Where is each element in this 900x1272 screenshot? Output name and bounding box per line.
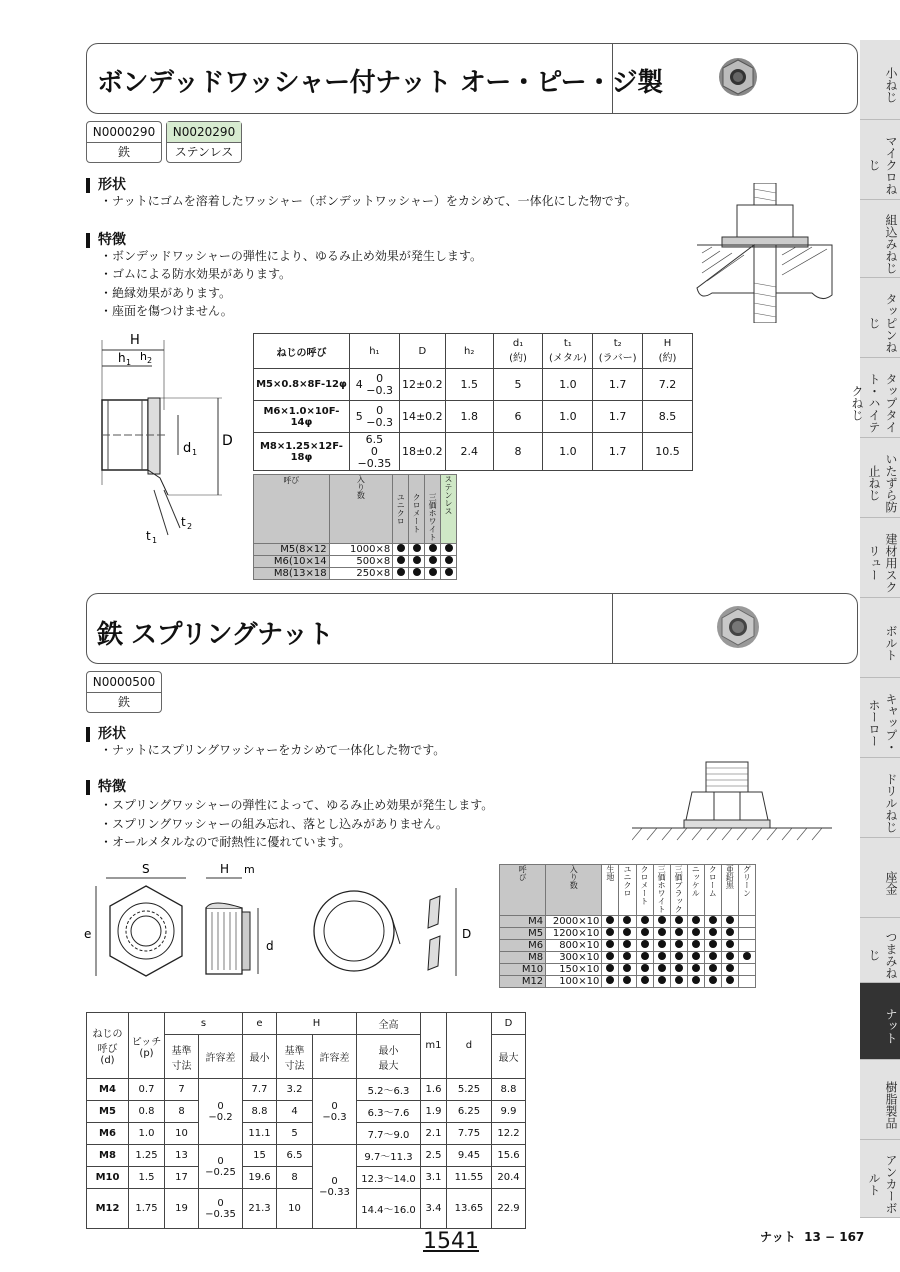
spring-nut-dimension-drawing bbox=[82, 858, 490, 1004]
col-header: クロメート bbox=[409, 475, 425, 544]
col-header: t₁ (メタル) bbox=[543, 334, 593, 369]
stock-dot bbox=[675, 976, 683, 984]
spring-nut-stock-table bbox=[499, 864, 756, 988]
side-tab[interactable]: キャップ・ホーロー bbox=[860, 678, 900, 758]
table-row bbox=[254, 544, 457, 556]
stock-dot bbox=[397, 556, 405, 564]
e-cell: 11.1 bbox=[243, 1123, 277, 1145]
H-cell: 4 bbox=[277, 1101, 313, 1123]
total-height-cell: 12.3〜14.0 bbox=[357, 1167, 421, 1189]
stock-dot bbox=[606, 928, 614, 936]
material-label: ステンレス bbox=[174, 145, 234, 159]
stock-dot bbox=[445, 544, 453, 552]
table-row bbox=[254, 568, 457, 580]
table-row bbox=[87, 1145, 526, 1167]
side-tab[interactable]: ドリルねじ bbox=[860, 758, 900, 838]
feature-item: ・ボンデッドワッシャーの弾性により、ゆるみ止め効果が発生します。 bbox=[100, 249, 482, 263]
feature-item: ・ゴムによる防水効果があります。 bbox=[100, 267, 292, 281]
H-cell: 6.5 bbox=[277, 1145, 313, 1167]
stock-qty: 100×10 bbox=[546, 976, 602, 988]
thread-name: M4 bbox=[87, 1079, 129, 1101]
stock-dot bbox=[641, 916, 649, 924]
stock-dot bbox=[641, 976, 649, 984]
col-header: 三価ホワイト bbox=[653, 865, 670, 916]
col-header: 亜鉛黒 bbox=[721, 865, 738, 916]
side-tab[interactable]: つまみねじ bbox=[860, 918, 900, 983]
m1-cell: 2.5 bbox=[421, 1145, 447, 1167]
stock-dot bbox=[641, 940, 649, 948]
col-header: d bbox=[446, 1013, 491, 1079]
stock-dot bbox=[606, 940, 614, 948]
svg-text:1: 1 bbox=[126, 358, 132, 367]
col-header: 呼び bbox=[500, 865, 546, 916]
pitch-cell: 1.75 bbox=[129, 1189, 165, 1229]
stock-qty: 150×10 bbox=[546, 964, 602, 976]
h2-cell: 1.8 bbox=[445, 401, 493, 433]
thread-name: M5 bbox=[87, 1101, 129, 1123]
stock-name: M4 bbox=[500, 916, 546, 928]
D-cell: 14±0.2 bbox=[399, 401, 445, 433]
t2-cell: 1.7 bbox=[593, 401, 643, 433]
stock-dot bbox=[641, 928, 649, 936]
table-row bbox=[87, 1167, 526, 1189]
side-tab[interactable]: アンカーボルト bbox=[860, 1140, 900, 1218]
col-header: d₁ (約) bbox=[493, 334, 543, 369]
H-cell: 10 bbox=[277, 1189, 313, 1229]
bonded-nut-stock-table bbox=[253, 474, 457, 580]
stock-dot bbox=[658, 928, 666, 936]
col-header: クローム bbox=[704, 865, 721, 916]
table-row bbox=[254, 401, 693, 433]
stock-dot bbox=[675, 916, 683, 924]
svg-text:2: 2 bbox=[187, 522, 193, 531]
dim-H: H bbox=[220, 862, 230, 876]
stock-dot bbox=[429, 544, 437, 552]
t2-cell: 1.7 bbox=[593, 369, 643, 401]
stock-dot bbox=[445, 568, 453, 576]
stock-dot bbox=[606, 952, 614, 960]
stock-dot bbox=[623, 952, 631, 960]
thread-name: M5×0.8×8F-12φ bbox=[254, 369, 350, 401]
stock-dot bbox=[675, 964, 683, 972]
stock-dot bbox=[429, 556, 437, 564]
h2-cell: 2.4 bbox=[445, 433, 493, 471]
e-cell: 8.8 bbox=[243, 1101, 277, 1123]
stock-name: M5 bbox=[500, 928, 546, 940]
D-cell: 20.4 bbox=[492, 1167, 526, 1189]
col-header: m1 bbox=[421, 1013, 447, 1079]
stock-dot bbox=[641, 952, 649, 960]
col-header: 最大 bbox=[492, 1035, 526, 1079]
s-cell: 8 bbox=[165, 1101, 199, 1123]
stock-name: M10 bbox=[500, 964, 546, 976]
e-cell: 21.3 bbox=[243, 1189, 277, 1229]
stock-dot bbox=[623, 928, 631, 936]
thread-name: M6×1.0×10F-14φ bbox=[254, 401, 350, 433]
stock-dot bbox=[413, 568, 421, 576]
m1-cell: 1.6 bbox=[421, 1079, 447, 1101]
H-cell: 5 bbox=[277, 1123, 313, 1145]
col-header: ユニクロ bbox=[619, 865, 636, 916]
side-tab[interactable]: 座金 bbox=[860, 838, 900, 918]
thread-name: M8×1.25×12F-18φ bbox=[254, 433, 350, 471]
pitch-cell: 1.25 bbox=[129, 1145, 165, 1167]
table-row bbox=[254, 433, 693, 471]
stock-dot bbox=[726, 916, 734, 924]
stock-dot bbox=[413, 544, 421, 552]
stock-dot bbox=[692, 964, 700, 972]
dim-t1: t bbox=[146, 529, 151, 543]
svg-text:h: h bbox=[118, 351, 126, 365]
col-header: h₂ bbox=[445, 334, 493, 369]
d-cell: 5.25 bbox=[446, 1079, 491, 1101]
stock-name: M5(8×12 bbox=[254, 544, 330, 556]
side-tab[interactable]: マイクロねじ bbox=[860, 120, 900, 200]
footer-page-ref: 13 − 167 bbox=[804, 1230, 865, 1244]
stock-name: M6(10×14 bbox=[254, 556, 330, 568]
D-cell: 22.9 bbox=[492, 1189, 526, 1229]
d-cell: 6.25 bbox=[446, 1101, 491, 1123]
m1-cell: 2.1 bbox=[421, 1123, 447, 1145]
s-cell: 13 bbox=[165, 1145, 199, 1167]
code-label: N0000500 bbox=[87, 672, 161, 693]
table-row bbox=[87, 1079, 526, 1101]
thread-name: M12 bbox=[87, 1189, 129, 1229]
D-cell: 9.9 bbox=[492, 1101, 526, 1123]
feature-item: ・スプリングワッシャーの弾性によって、ゆるみ止め効果が発生します。 bbox=[100, 798, 494, 812]
dim-t2: t bbox=[181, 515, 186, 529]
side-tab[interactable]: 小ねじ bbox=[860, 40, 900, 120]
stock-dot bbox=[692, 940, 700, 948]
table-row bbox=[254, 556, 457, 568]
H-tolerance: 0 −0.3 bbox=[313, 1079, 357, 1145]
stock-dot bbox=[397, 568, 405, 576]
H-cell: 8.5 bbox=[643, 401, 693, 433]
H-cell: 3.2 bbox=[277, 1079, 313, 1101]
col-header: 許容差 bbox=[199, 1035, 243, 1079]
shape-heading: 形状 bbox=[86, 727, 126, 742]
stock-dot bbox=[709, 952, 717, 960]
dim-H: H bbox=[130, 333, 140, 348]
col-header: グリーン bbox=[738, 865, 755, 916]
spring-nut-installation-diagram bbox=[632, 760, 832, 845]
m1-cell: 3.4 bbox=[421, 1189, 447, 1229]
s-tolerance: 0 −0.25 bbox=[199, 1145, 243, 1189]
D-cell: 12±0.2 bbox=[399, 369, 445, 401]
stock-name: M12 bbox=[500, 976, 546, 988]
material-label: 鉄 bbox=[117, 695, 130, 709]
side-tab[interactable]: 建材用スクリュー bbox=[860, 518, 900, 598]
stock-name: M8(13×18 bbox=[254, 568, 330, 580]
col-header: H bbox=[277, 1013, 357, 1035]
col-header: 三価ホワイト bbox=[425, 475, 441, 544]
stock-dot bbox=[606, 916, 614, 924]
d-cell: 7.75 bbox=[446, 1123, 491, 1145]
table-row bbox=[500, 952, 756, 964]
installation-diagram bbox=[692, 183, 837, 323]
col-header: s bbox=[165, 1013, 243, 1035]
total-height-cell: 5.2〜6.3 bbox=[357, 1079, 421, 1101]
t1-cell: 1.0 bbox=[543, 433, 593, 471]
stock-dot bbox=[692, 976, 700, 984]
col-header: 生地 bbox=[602, 865, 619, 916]
divider bbox=[612, 594, 613, 663]
dim-d1: d bbox=[183, 441, 192, 456]
stock-name: M8 bbox=[500, 952, 546, 964]
col-header: 基準 寸法 bbox=[277, 1035, 313, 1079]
D-cell: 15.6 bbox=[492, 1145, 526, 1167]
d1-cell: 5 bbox=[493, 369, 543, 401]
svg-text:1: 1 bbox=[152, 536, 158, 545]
dim-m: m bbox=[244, 863, 255, 876]
dim-d: d bbox=[266, 939, 274, 953]
H-cell: 7.2 bbox=[643, 369, 693, 401]
table-row bbox=[500, 940, 756, 952]
H-cell: 10.5 bbox=[643, 433, 693, 471]
col-header: 呼び bbox=[254, 475, 330, 544]
feature-item: ・絶縁効果があります。 bbox=[100, 286, 232, 300]
section1-title-box bbox=[86, 43, 858, 114]
stock-dot bbox=[709, 964, 717, 972]
shape-text: ・ナットにゴムを溶着したワッシャー（ボンデットワッシャー）をカシめて、一体化にした物です。 bbox=[100, 194, 637, 208]
col-header: D bbox=[492, 1013, 526, 1035]
feature-heading: 特徴 bbox=[86, 780, 126, 795]
col-header: ねじの 呼び (d) bbox=[87, 1013, 129, 1079]
col-header: ユニクロ bbox=[393, 475, 409, 544]
h2-cell: 1.5 bbox=[445, 369, 493, 401]
stock-dot bbox=[709, 940, 717, 948]
table-row bbox=[500, 928, 756, 940]
stock-dot bbox=[692, 928, 700, 936]
h1-cell: 6.5 0 −0.35 bbox=[349, 433, 399, 471]
col-header: H (約) bbox=[643, 334, 693, 369]
col-header: ピッチ (p) bbox=[129, 1013, 165, 1079]
t1-cell: 1.0 bbox=[543, 369, 593, 401]
pitch-cell: 1.5 bbox=[129, 1167, 165, 1189]
d1-cell: 6 bbox=[493, 401, 543, 433]
svg-text:2: 2 bbox=[147, 356, 153, 365]
stock-qty: 1000×8 bbox=[329, 544, 393, 556]
stock-dot bbox=[743, 952, 751, 960]
flange-nut-photo bbox=[715, 56, 761, 98]
side-tab[interactable]: ボルト bbox=[860, 598, 900, 678]
e-cell: 15 bbox=[243, 1145, 277, 1167]
section2-title: 鉄 スプリングナット bbox=[97, 620, 333, 650]
col-header: 入り数 bbox=[329, 475, 393, 544]
col-header: D bbox=[399, 334, 445, 369]
dim-D: D bbox=[462, 927, 472, 941]
shape-text: ・ナットにスプリングワッシャーをカシめて一体化した物です。 bbox=[100, 743, 446, 757]
e-cell: 7.7 bbox=[243, 1079, 277, 1101]
stock-dot bbox=[692, 916, 700, 924]
stock-dot bbox=[726, 940, 734, 948]
thread-name: M6 bbox=[87, 1123, 129, 1145]
stock-dot bbox=[726, 976, 734, 984]
h1-cell: 5 0 −0.3 bbox=[349, 401, 399, 433]
side-tab[interactable]: 組込みねじ bbox=[860, 200, 900, 278]
stock-dot bbox=[709, 916, 717, 924]
s-cell: 19 bbox=[165, 1189, 199, 1229]
table-row bbox=[87, 1101, 526, 1123]
col-header: ステンレス bbox=[441, 475, 457, 544]
product-code-stainless[interactable] bbox=[166, 121, 242, 163]
material-label: 鉄 bbox=[117, 145, 130, 159]
col-header: 基準 寸法 bbox=[165, 1035, 199, 1079]
stock-dot bbox=[675, 940, 683, 948]
D-cell: 12.2 bbox=[492, 1123, 526, 1145]
side-tab[interactable]: タップタイト・ハイテクねじ bbox=[860, 358, 900, 438]
s-cell: 7 bbox=[165, 1079, 199, 1101]
stock-dot bbox=[413, 556, 421, 564]
table-row bbox=[87, 1123, 526, 1145]
stock-qty: 300×10 bbox=[546, 952, 602, 964]
divider bbox=[612, 44, 613, 113]
side-tab[interactable]: ナット bbox=[860, 983, 900, 1060]
stock-qty: 250×8 bbox=[329, 568, 393, 580]
section2-title-box bbox=[86, 593, 858, 664]
stock-dot bbox=[658, 976, 666, 984]
stock-dot bbox=[726, 952, 734, 960]
side-tab[interactable]: タッピンねじ bbox=[860, 278, 900, 358]
spring-nut-photo bbox=[715, 604, 761, 650]
stock-dot bbox=[658, 940, 666, 948]
stock-dot bbox=[429, 568, 437, 576]
col-header: 最小 bbox=[243, 1035, 277, 1079]
s-tolerance: 0 −0.2 bbox=[199, 1079, 243, 1145]
thread-name: M10 bbox=[87, 1167, 129, 1189]
stock-dot bbox=[675, 928, 683, 936]
feature-item: ・オールメタルなので耐熱性に優れています。 bbox=[100, 835, 351, 849]
pitch-cell: 1.0 bbox=[129, 1123, 165, 1145]
code-label: N0020290 bbox=[167, 122, 241, 143]
stock-dot bbox=[658, 916, 666, 924]
feature-item: ・スプリングワッシャーの組み忘れ、落とし込みがありません。 bbox=[100, 817, 448, 831]
col-header: 全高 bbox=[357, 1013, 421, 1035]
dim-S: S bbox=[142, 862, 150, 876]
feature-item: ・座面を傷つけません。 bbox=[100, 304, 233, 318]
code-label: N0000290 bbox=[87, 122, 161, 143]
t2-cell: 1.7 bbox=[593, 433, 643, 471]
table-row bbox=[500, 916, 756, 928]
stock-dot bbox=[675, 952, 683, 960]
side-tab[interactable]: いたずら防止ねじ bbox=[860, 438, 900, 518]
pitch-cell: 0.8 bbox=[129, 1101, 165, 1123]
H-tolerance: 0 −0.33 bbox=[313, 1145, 357, 1229]
stock-dot bbox=[658, 952, 666, 960]
stock-dot bbox=[623, 964, 631, 972]
stock-qty: 1200×10 bbox=[546, 928, 602, 940]
svg-text:h: h bbox=[140, 350, 147, 363]
col-header: h₁ bbox=[349, 334, 399, 369]
bonded-nut-spec-table bbox=[253, 333, 693, 471]
feature-heading: 特徴 bbox=[86, 233, 126, 248]
stock-dot bbox=[606, 964, 614, 972]
d-cell: 13.65 bbox=[446, 1189, 491, 1229]
stock-dot bbox=[726, 928, 734, 936]
total-height-cell: 7.7〜9.0 bbox=[357, 1123, 421, 1145]
product-code-iron[interactable] bbox=[86, 121, 162, 163]
stock-dot bbox=[623, 916, 631, 924]
col-header: クロメート bbox=[636, 865, 653, 916]
stock-dot bbox=[658, 964, 666, 972]
stock-dot bbox=[709, 976, 717, 984]
col-header: 最小 最大 bbox=[357, 1035, 421, 1079]
e-cell: 19.6 bbox=[243, 1167, 277, 1189]
footer-section bbox=[760, 1228, 864, 1245]
total-height-cell: 14.4〜16.0 bbox=[357, 1189, 421, 1229]
stock-dot bbox=[623, 976, 631, 984]
d-cell: 11.55 bbox=[446, 1167, 491, 1189]
total-height-cell: 6.3〜7.6 bbox=[357, 1101, 421, 1123]
s-tolerance: 0 −0.35 bbox=[199, 1189, 243, 1229]
spring-nut-dimension-table bbox=[86, 1012, 526, 1229]
stock-dot bbox=[726, 964, 734, 972]
product-code-iron[interactable] bbox=[86, 671, 162, 713]
stock-name: M6 bbox=[500, 940, 546, 952]
stock-dot bbox=[606, 976, 614, 984]
col-header: t₂ (ラバー) bbox=[593, 334, 643, 369]
stock-dot bbox=[445, 556, 453, 564]
table-row bbox=[87, 1189, 526, 1229]
stock-dot bbox=[709, 928, 717, 936]
total-height-cell: 9.7〜11.3 bbox=[357, 1145, 421, 1167]
D-cell: 8.8 bbox=[492, 1079, 526, 1101]
dim-e: e bbox=[84, 927, 92, 941]
stock-dot bbox=[692, 952, 700, 960]
stock-qty: 500×8 bbox=[329, 556, 393, 568]
table-row bbox=[254, 369, 693, 401]
shape-heading: 形状 bbox=[86, 178, 126, 193]
page-number: 1541 bbox=[423, 1229, 479, 1254]
flange-nut-dimension-drawing bbox=[88, 330, 248, 545]
thread-name: M8 bbox=[87, 1145, 129, 1167]
stock-dot bbox=[641, 964, 649, 972]
table-row bbox=[500, 976, 756, 988]
footer-section-label: ナット bbox=[760, 1230, 796, 1244]
d1-cell: 8 bbox=[493, 433, 543, 471]
s-cell: 10 bbox=[165, 1123, 199, 1145]
stock-qty: 2000×10 bbox=[546, 916, 602, 928]
svg-text:1: 1 bbox=[192, 448, 198, 457]
pitch-cell: 0.7 bbox=[129, 1079, 165, 1101]
m1-cell: 3.1 bbox=[421, 1167, 447, 1189]
section1-title: ボンデッドワッシャー付ナット オー・ピー・ジ製 bbox=[97, 68, 663, 98]
side-tab[interactable]: 樹脂製品 bbox=[860, 1060, 900, 1140]
table-row bbox=[500, 964, 756, 976]
m1-cell: 1.9 bbox=[421, 1101, 447, 1123]
H-cell: 8 bbox=[277, 1167, 313, 1189]
col-header: e bbox=[243, 1013, 277, 1035]
D-cell: 18±0.2 bbox=[399, 433, 445, 471]
col-header: 入り数 bbox=[546, 865, 602, 916]
stock-dot bbox=[397, 544, 405, 552]
stock-dot bbox=[623, 940, 631, 948]
stock-qty: 800×10 bbox=[546, 940, 602, 952]
dim-D: D bbox=[222, 433, 233, 449]
col-header: 三価ブラック bbox=[670, 865, 687, 916]
col-header: ねじの呼び bbox=[254, 334, 350, 369]
d-cell: 9.45 bbox=[446, 1145, 491, 1167]
h1-cell: 4 0 −0.3 bbox=[349, 369, 399, 401]
col-header: 許容差 bbox=[313, 1035, 357, 1079]
s-cell: 17 bbox=[165, 1167, 199, 1189]
t1-cell: 1.0 bbox=[543, 401, 593, 433]
col-header: ニッケル bbox=[687, 865, 704, 916]
